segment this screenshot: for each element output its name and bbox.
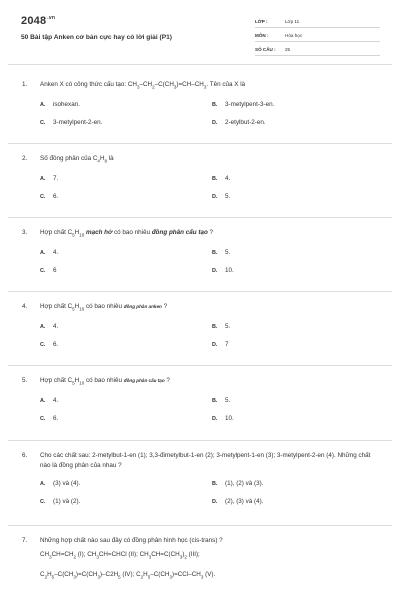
option-b[interactable]: B. 3-metylpent-3-en. — [212, 101, 275, 109]
divider — [8, 365, 392, 366]
question-2: 2. Số đồng phân của $C_4H_8$ là A. 7. B. 4. C. 6. D. 5. — [22, 154, 380, 215]
question-text: Hợp chất $C_5H_{10}$ có bao nhiêu đồng phân anken ? — [40, 303, 168, 312]
option-b[interactable]: B. 4. — [212, 175, 231, 183]
option-c[interactable]: C. 6. — [40, 193, 59, 201]
divider — [8, 64, 392, 65]
option-c[interactable]: C. 3-metylpent-2-en. — [40, 119, 103, 127]
option-a[interactable]: A. 4. — [40, 397, 59, 405]
question-text: Hợp chất $C_5H_{10}$ mạch hở có bao nhiêu đồng phân cấu tạo ? — [40, 229, 214, 238]
option-d[interactable]: D. 7 — [212, 341, 229, 349]
option-b[interactable]: B. 5. — [212, 397, 231, 405]
option-a[interactable]: A. (3) và (4). — [40, 480, 81, 487]
divider — [8, 291, 392, 292]
compound-list: $C_2H_5-C(CH_3)=C(CH_3)-C2H_5$ (IV); $C_2H_5-C(CH_3)=CCl-CH_3$ (V). — [40, 571, 216, 580]
question-5: 5. Hợp chất $C_5H_{10}$ có bao nhiêu đồng phân cấu tạo ? A. 4. B. 5. C. 6. D. 10. — [22, 376, 380, 437]
option-d[interactable]: D. 5. — [212, 193, 231, 201]
option-b[interactable]: B. 5. — [212, 249, 231, 257]
question-1: 1. Anken X có công thức cấu tạo: $CH_3-CH_2-C(CH_3)=CH-CH_3$. Tên của X là A. isohexan. B. 3-metylpent-3-en. C. 3-metylpent-2-en. D. 2-etylbut-2-en. — [22, 80, 380, 141]
question-4: 4. Hợp chất $C_5H_{10}$ có bao nhiêu đồng phân anken ? A. 4. B. 5. C. 6. D. 7 — [22, 302, 380, 363]
divider — [8, 525, 392, 526]
option-c[interactable]: C. 6. — [40, 415, 59, 423]
option-d[interactable]: D. 10. — [212, 415, 234, 423]
option-c[interactable]: C. (1) và (2). — [40, 498, 81, 505]
page-title: 50 Bài tập Anken cơ bản cực hay có lời giải (P1) — [21, 34, 172, 41]
option-a[interactable]: A. 4. — [40, 323, 59, 331]
question-6: 6. Cho các chất sau: 2-metylbut-1-en (1); 3,3-đimetylbut-1-en (2); 3-metylpent-1-en (3); 3-metylpent-2-en (4). Những chất nào là đồng phân của nhau ? A. (3) và (4). B. (1), (2) và (3). C. (1) và (2). D. (2), (3) và (4). — [22, 451, 380, 520]
divider — [8, 143, 392, 144]
option-b[interactable]: B. (1), (2) và (3). — [212, 480, 264, 487]
divider — [8, 217, 392, 218]
option-a[interactable]: A. isohexan. — [40, 101, 80, 109]
option-d[interactable]: D. (2), (3) và (4). — [212, 498, 264, 505]
option-c[interactable]: C. 6. — [40, 341, 59, 349]
question-text: Số đồng phân của $C_4H_8$ là — [40, 155, 114, 164]
document-header: $2048^{.vn}$ 50 Bài tập Anken cơ bản cực hay có lời giải (P1) LỚP : Lớp 11 MÔN : Hóa học SỐ CÂU : 25 — [0, 0, 400, 62]
question-text: Anken X có công thức cấu tạo: $CH_3-CH_2-C(CH_3)=CH-CH_3$. Tên của X là — [40, 81, 246, 90]
option-a[interactable]: A. 4. — [40, 249, 59, 257]
question-text: Cho các chất sau: 2-metylbut-1-en (1); 3,3-đimetylbut-1-en (2); 3-metylpent-1-en (3); 3-metylpent-2-en (4). Những chất nào là đồng phân của nhau ? — [40, 452, 371, 469]
question-text: Hợp chất $C_5H_{10}$ có bao nhiêu đồng phân cấu tạo ? — [40, 377, 170, 386]
site-logo[interactable]: $2048^{.vn}$ — [21, 15, 56, 27]
option-d[interactable]: D. 2-etylbut-2-en. — [212, 119, 266, 127]
question-text: Những hợp chất nào sau đây có đồng phân hình học (cis-trans) ? — [40, 537, 223, 544]
option-c[interactable]: C. 6 — [40, 267, 57, 275]
option-b[interactable]: B. 5. — [212, 323, 231, 331]
option-d[interactable]: D. 10. — [212, 267, 234, 275]
option-a[interactable]: A. 7. — [40, 175, 59, 183]
question-3: 3. Hợp chất $C_5H_{10}$ mạch hở có bao nhiêu đồng phân cấu tạo ? A. 4. B. 5. C. 6 D. 10. — [22, 228, 380, 289]
divider — [8, 440, 392, 441]
question-7: 7. Những hợp chất nào sau đây có đồng phân hình học (cis-trans) ? $CH_3CH=CH_2$ (I); $CH_3CH=CHCl$ (II); $CH_3CH=C(CH_3)_2$ (III); $C_2H_5-C(CH_3)=C(CH_3)-C2H_5$ (IV); $C_2H_5-C(CH_3)=CCl-CH_3$ (V). — [22, 536, 380, 587]
compound-list: $CH_3CH=CH_2$ (I); $CH_3CH=CHCl$ (II); $CH_3CH=C(CH_3)_2$ (III); — [40, 551, 200, 560]
